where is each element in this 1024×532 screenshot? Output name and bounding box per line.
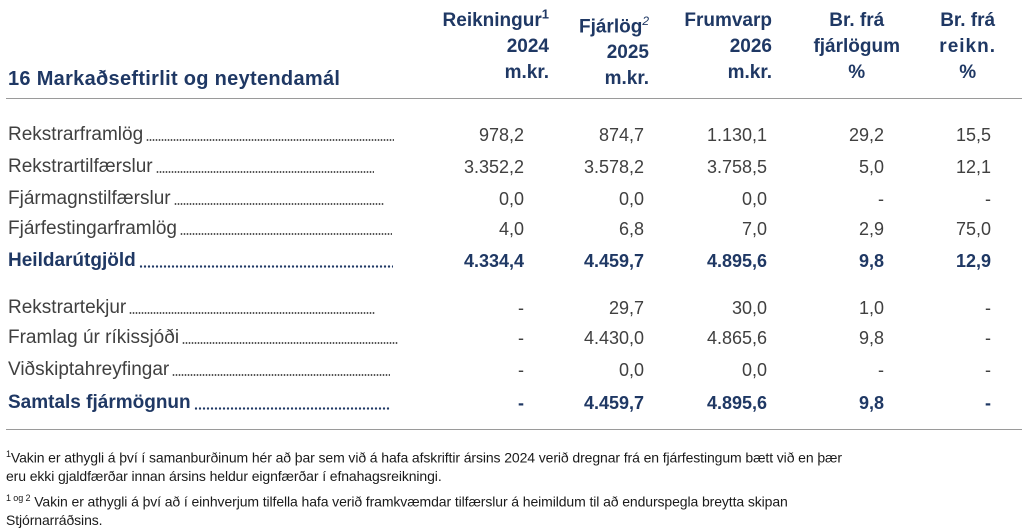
cell-value: 0,0 (618, 189, 644, 209)
header-line: Br. frá (829, 10, 885, 31)
header-line: Reikningur (442, 10, 542, 31)
header-year: 2026 (729, 36, 772, 57)
header-year: 2024 (506, 36, 549, 57)
footnote-text: eru ekki gjaldfærðar innan ársins heldur eignfærðar í efnahagsreikningi. (6, 468, 442, 484)
table-row (0, 214, 1024, 244)
cell-value: 4.895,6 (706, 393, 767, 413)
cell-value: 2,9 (858, 219, 884, 239)
header-line: fjárlögum (813, 36, 900, 57)
row-label: Framlag úr ríkissjóði (8, 327, 180, 348)
table-row (0, 323, 1024, 353)
dot-leader (180, 233, 392, 235)
cell-value: 29,7 (608, 298, 644, 318)
header-unit: % (848, 62, 866, 83)
row-label: Samtals fjármögnun (8, 392, 191, 413)
table-row (0, 355, 1024, 385)
cell-value: 29,2 (848, 125, 884, 145)
dot-leader (156, 171, 374, 173)
cell-value: 4,0 (498, 219, 524, 239)
cell-value: 874,7 (598, 125, 644, 145)
cell-value: - (985, 328, 991, 348)
cell-value: 3.352,2 (463, 157, 524, 177)
cell-value: 5,0 (858, 157, 884, 177)
header-unit: m.kr. (727, 62, 772, 83)
cell-value: - (878, 189, 884, 209)
total-row (0, 388, 1024, 418)
header-year: 2025 (606, 42, 649, 64)
cell-value: - (518, 393, 524, 413)
dot-leader (139, 265, 393, 268)
cell-value: 9,8 (858, 328, 884, 348)
row-label: Fjárfestingarframlög (8, 218, 177, 239)
cell-value: - (985, 393, 991, 413)
cell-value: 4.430,0 (583, 328, 644, 348)
footnote-text: Stjórnarráðsins. (6, 512, 103, 528)
header-footnote-marker: 1 (541, 6, 549, 22)
column-header-br-reikn (939, 8, 996, 86)
cell-value: 4.334,4 (463, 251, 524, 271)
footer-divider (6, 429, 1022, 430)
total-row (0, 246, 1024, 276)
header-line: reikn. (939, 36, 996, 57)
cell-value: 4.459,7 (583, 251, 644, 271)
header-unit: m.kr. (604, 68, 649, 90)
table-row (0, 293, 1024, 323)
footnote-marker: 1 og 2 (6, 493, 31, 503)
cell-value: 0,0 (741, 189, 767, 209)
column-header-br-fjarlogum (813, 8, 900, 86)
cell-value: 12,1 (955, 157, 991, 177)
table-row (0, 152, 1024, 182)
dot-leader (174, 203, 384, 205)
cell-value: - (518, 360, 524, 380)
header-line: Br. frá (940, 10, 996, 31)
cell-value: 4.895,6 (706, 251, 767, 271)
cell-value: 75,0 (955, 219, 991, 239)
cell-value: 6,8 (618, 219, 644, 239)
cell-value: 4.865,6 (706, 328, 767, 348)
row-label: Rekstrarframlög (8, 124, 144, 145)
header-unit: % (959, 62, 977, 83)
cell-value: 3.758,5 (706, 157, 767, 177)
cell-value: 0,0 (741, 360, 767, 380)
cell-value: 30,0 (731, 298, 767, 318)
header-line: Frumvarp (684, 10, 772, 31)
column-header-fjarlog (579, 8, 649, 92)
cell-value: 978,2 (478, 125, 524, 145)
dot-leader (129, 312, 375, 314)
cell-value: - (518, 328, 524, 348)
cell-value: - (878, 360, 884, 380)
dot-leader (146, 139, 394, 141)
cell-value: 15,5 (955, 125, 991, 145)
cell-value: 1,0 (858, 298, 884, 318)
row-label: Rekstrartilfærslur (8, 156, 153, 177)
footnote-2 (6, 487, 788, 513)
cell-value: 3.578,2 (583, 157, 644, 177)
column-header-frumvarp (684, 8, 772, 86)
footnote-text: Vakin er athygli á því að í einhverjum tilfella hafa verið framkvæmdar tilfærslur á heimildum til að endurspegla breytta skipan (34, 493, 788, 510)
column-header-reikningur (443, 8, 549, 86)
section-title: 16 Markaðseftirlit og neytendamál (8, 68, 341, 90)
cell-value: - (518, 298, 524, 318)
cell-value: - (985, 360, 991, 380)
cell-value: 9,8 (858, 251, 884, 271)
header-line: Fjárlög (578, 16, 643, 38)
footnote-text: Vakin er athygli á því í samanburðinum hér að þar sem við á hafa afskriftir ársins 2024 verið dregnar frá en fjárfestingum bætt við en þær (10, 449, 842, 466)
footnote-1-cont (6, 465, 442, 487)
table-row (0, 184, 1024, 214)
footnote-2-cont (6, 509, 102, 531)
header-unit: m.kr. (504, 62, 549, 83)
footnote-marker: 1 (6, 449, 11, 459)
cell-value: 0,0 (498, 189, 524, 209)
table-row (0, 120, 1024, 150)
cell-value: 1.130,1 (706, 125, 767, 145)
cell-value: 0,0 (618, 360, 644, 380)
row-label: Viðskiptahreyfingar (8, 359, 170, 380)
cell-value: 7,0 (741, 219, 767, 239)
cell-value: 9,8 (858, 393, 884, 413)
header-footnote-marker: 2 (642, 14, 649, 28)
row-label: Heildarútgjöld (8, 250, 136, 271)
header-divider (6, 98, 1022, 99)
cell-value: - (985, 189, 991, 209)
cell-value: 4.459,7 (583, 393, 644, 413)
row-label: Fjármagnstilfærslur (8, 188, 171, 209)
cell-value: - (985, 298, 991, 318)
cell-value: 12,9 (955, 251, 991, 271)
dot-leader (194, 407, 390, 410)
dot-leader (172, 374, 390, 376)
dot-leader (182, 342, 398, 344)
row-label: Rekstrartekjur (8, 297, 127, 318)
